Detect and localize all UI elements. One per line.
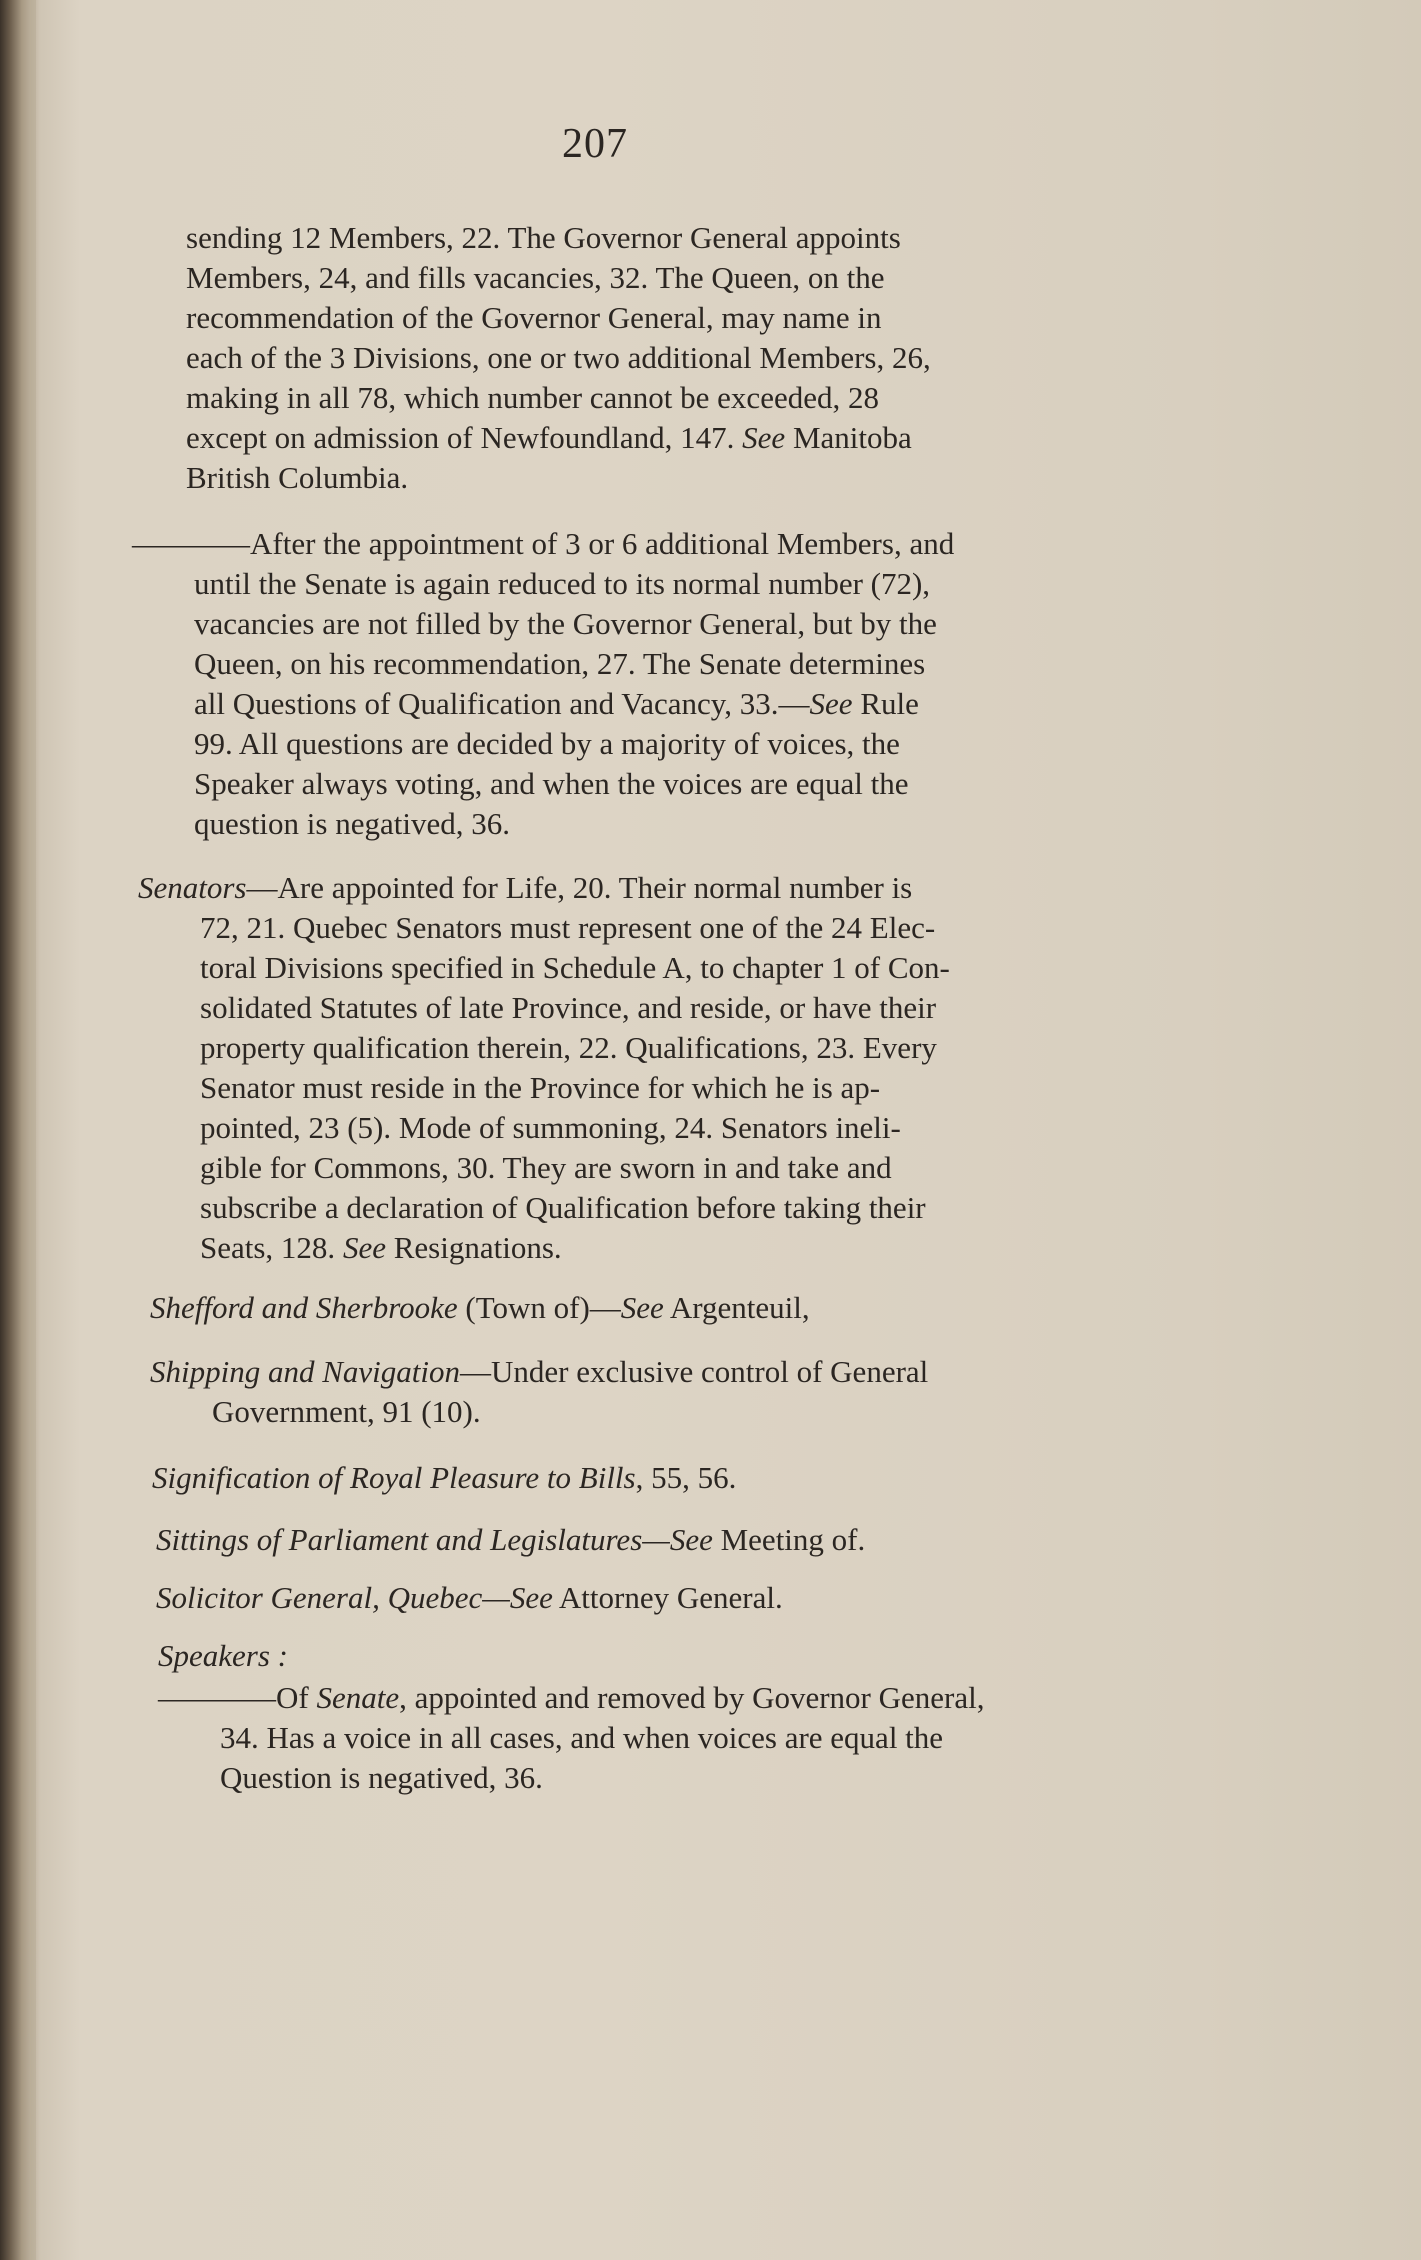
- entry-heading: Speakers :: [158, 1638, 288, 1673]
- text-line: 34. Has a voice in all cases, and when voices are equal the: [220, 1720, 944, 1755]
- text-line: pointed, 23 (5). Mode of summoning, 24. Senators ineli-: [200, 1110, 901, 1145]
- text-line: until the Senate is again reduced to its normal number (72),: [194, 566, 931, 601]
- text-line: Question is negatived, 36.: [220, 1760, 543, 1795]
- entry-shipping-navigation: [150, 1352, 928, 1432]
- text-line: Members, 24, and fills vacancies, 32. The Queen, on the: [186, 260, 885, 295]
- page-binding-shadow: [30, 0, 36, 2260]
- text-line: vacancies are not filled by the Governor General, but by the: [194, 606, 937, 641]
- entry-senate-members: [186, 218, 931, 498]
- see-reference: See: [809, 686, 853, 721]
- entry-sittings: [156, 1520, 865, 1560]
- entry-signification: [152, 1458, 736, 1498]
- text-line: Solicitor General, Quebec—See Attorney General.: [156, 1580, 783, 1615]
- entry-heading: Senators: [138, 870, 247, 905]
- entry-heading: Shefford and Sherbrooke: [150, 1290, 458, 1325]
- entry-solicitor-general: [156, 1578, 783, 1618]
- text-line: 72, 21. Quebec Senators must represent one of the 24 Elec-: [200, 910, 936, 945]
- text-line: each of the 3 Divisions, one or two additional Members, 26,: [186, 340, 931, 375]
- text-line: Senator must reside in the Province for which he is ap-: [200, 1070, 881, 1105]
- em-dash-rule: ———: [158, 1680, 245, 1715]
- text-line: Senators—Are appointed for Life, 20. Their normal number is: [138, 870, 913, 905]
- entry-shefford-sherbrooke: [150, 1288, 810, 1328]
- see-reference: —See: [642, 1522, 713, 1557]
- text-line: making in all 78, which number cannot be exceeded, 28: [186, 380, 879, 415]
- text-line: subscribe a declaration of Qualification before taking their: [200, 1190, 926, 1225]
- text-line: Shefford and Sherbrooke (Town of)—See Argenteuil,: [150, 1290, 810, 1325]
- see-reference: See: [620, 1290, 664, 1325]
- entry-heading: Solicitor General, Quebec: [156, 1580, 483, 1615]
- text-line: Shipping and Navigation—Under exclusive control of General: [150, 1354, 929, 1389]
- see-reference: See: [342, 1230, 386, 1265]
- entry-speaker-of-senate: [158, 1678, 984, 1798]
- text-line: Government, 91 (10).: [212, 1394, 481, 1429]
- text-line: property qualification therein, 22. Qualifications, 23. Every: [200, 1030, 937, 1065]
- text-line: Queen, on his recommendation, 27. The Senate determines: [194, 646, 926, 681]
- em-dash-rule: ———: [132, 526, 219, 561]
- text-line: Sittings of Parliament and Legislatures—See Meeting of.: [156, 1522, 866, 1557]
- entry-heading: Shipping and Navigation: [150, 1354, 460, 1389]
- text-line: British Columbia.: [186, 460, 409, 495]
- entry-heading: Sittings of Parliament and Legislatures: [156, 1522, 643, 1557]
- text-line: gible for Commons, 30. They are sworn in and take and: [200, 1150, 892, 1185]
- entry-senate-vacancies: [132, 524, 954, 844]
- text-line: ————After the appointment of 3 or 6 additional Members, and: [132, 526, 955, 561]
- entry-speakers: [158, 1636, 288, 1676]
- text-line: recommendation of the Governor General, may name in: [186, 300, 882, 335]
- text-line: Seats, 128. See Resignations.: [200, 1230, 562, 1265]
- entry-senators: [138, 868, 950, 1268]
- see-reference: —See: [482, 1580, 553, 1615]
- text-line: 99. All questions are decided by a majority of voices, the: [194, 726, 900, 761]
- text-line: Speaker always voting, and when the voices are equal the: [194, 766, 909, 801]
- text-line: question is negatived, 36.: [194, 806, 510, 841]
- entry-heading: Signification of Royal Pleasure to Bills: [152, 1460, 636, 1495]
- text-line: ————Of Senate, appointed and removed by Governor General,: [158, 1680, 985, 1715]
- text-line: Signification of Royal Pleasure to Bills, 55, 56.: [152, 1460, 737, 1495]
- page-number: 207: [562, 121, 628, 167]
- text-line: sending 12 Members, 22. The Governor General appoints: [186, 220, 901, 255]
- see-reference: See: [742, 420, 786, 455]
- text-line: solidated Statutes of late Province, and reside, or have their: [200, 990, 937, 1025]
- text-line: all Questions of Qualification and Vacancy, 33.—See Rule: [194, 686, 919, 721]
- text-line: except on admission of Newfoundland, 147. See Manitoba: [186, 420, 912, 455]
- text-line: toral Divisions specified in Schedule A, to chapter 1 of Con-: [200, 950, 950, 985]
